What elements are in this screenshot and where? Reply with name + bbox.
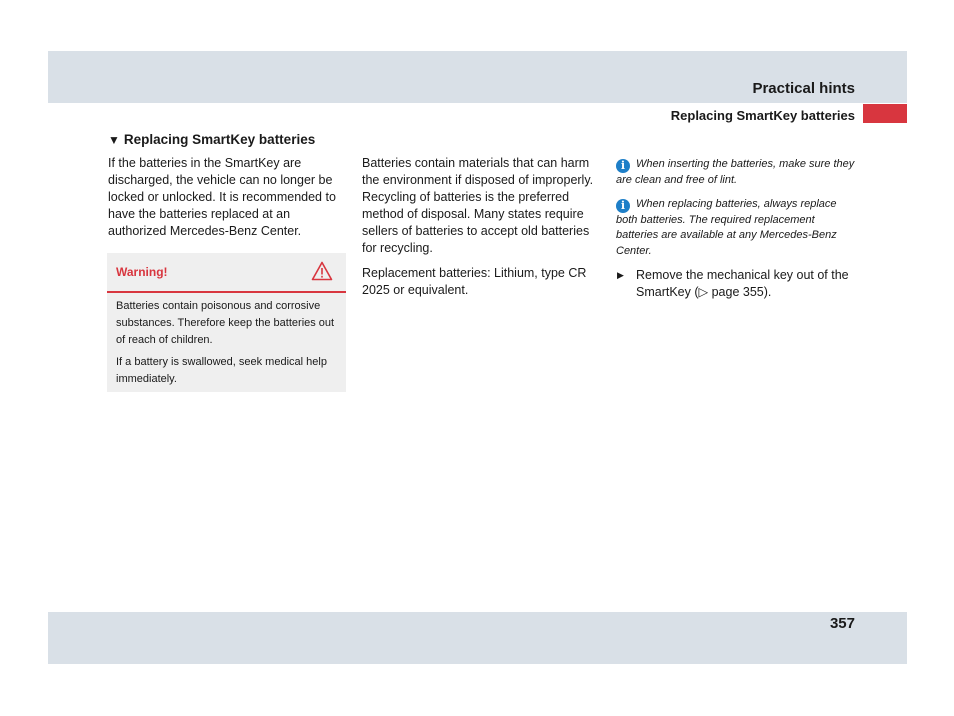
chapter-tab-marker	[863, 104, 907, 123]
warning-body	[107, 293, 346, 388]
page-number: 357	[829, 615, 855, 632]
warning-paragraph: If a battery is swallowed, seek medical help immediately.	[116, 356, 327, 385]
footer-band	[48, 612, 907, 664]
column-middle	[362, 155, 602, 307]
chapter-title: Practical hints	[752, 80, 855, 97]
column-left	[108, 155, 348, 248]
warning-triangle-icon	[311, 261, 333, 286]
column-right	[616, 157, 858, 301]
warning-header	[107, 253, 346, 293]
info-icon: i	[616, 159, 630, 173]
warning-label: Warning!	[116, 265, 168, 279]
instruction-step	[616, 267, 858, 301]
info-note-text: When inserting the batteries, make sure they are clean and free of lint.	[616, 158, 855, 186]
info-note	[616, 197, 858, 260]
info-icon: i	[616, 199, 630, 213]
info-note	[616, 157, 858, 189]
intro-paragraph: If the batteries in the SmartKey are discharged, the vehicle can no longer be locked or unlocked. It is recommended to have the batteries replaced at an authorized Mercedes-Benz Center.	[108, 156, 336, 238]
info-note-text: When replacing batteries, always replace both batteries. The required replacement batteries are available at any Mercedes-Benz Center.	[616, 197, 837, 257]
warning-box	[107, 253, 346, 392]
section-heading	[108, 132, 315, 147]
step-arrow-icon: ▶	[617, 270, 624, 280]
header-band	[48, 51, 907, 103]
triangle-down-icon: ▼	[108, 133, 120, 147]
warning-paragraph: Batteries contain poisonous and corrosive substances. Therefore keep the batteries out of reach of children.	[116, 300, 335, 346]
replacement-paragraph: Replacement batteries: Lithium, type CR 2025 or equivalent.	[362, 266, 587, 297]
section-subtitle: Replacing SmartKey batteries	[670, 108, 855, 123]
recycling-paragraph: Batteries contain materials that can harm the environment if disposed of improperly. Recycling of batteries is the preferred method of disposal. Many states require sellers of batteries to accept old batteries for recycling.	[362, 156, 594, 255]
section-heading-text: Replacing SmartKey batteries	[123, 132, 316, 147]
instruction-step-text: Remove the mechanical key out of the SmartKey (▷ page 355).	[636, 268, 849, 299]
